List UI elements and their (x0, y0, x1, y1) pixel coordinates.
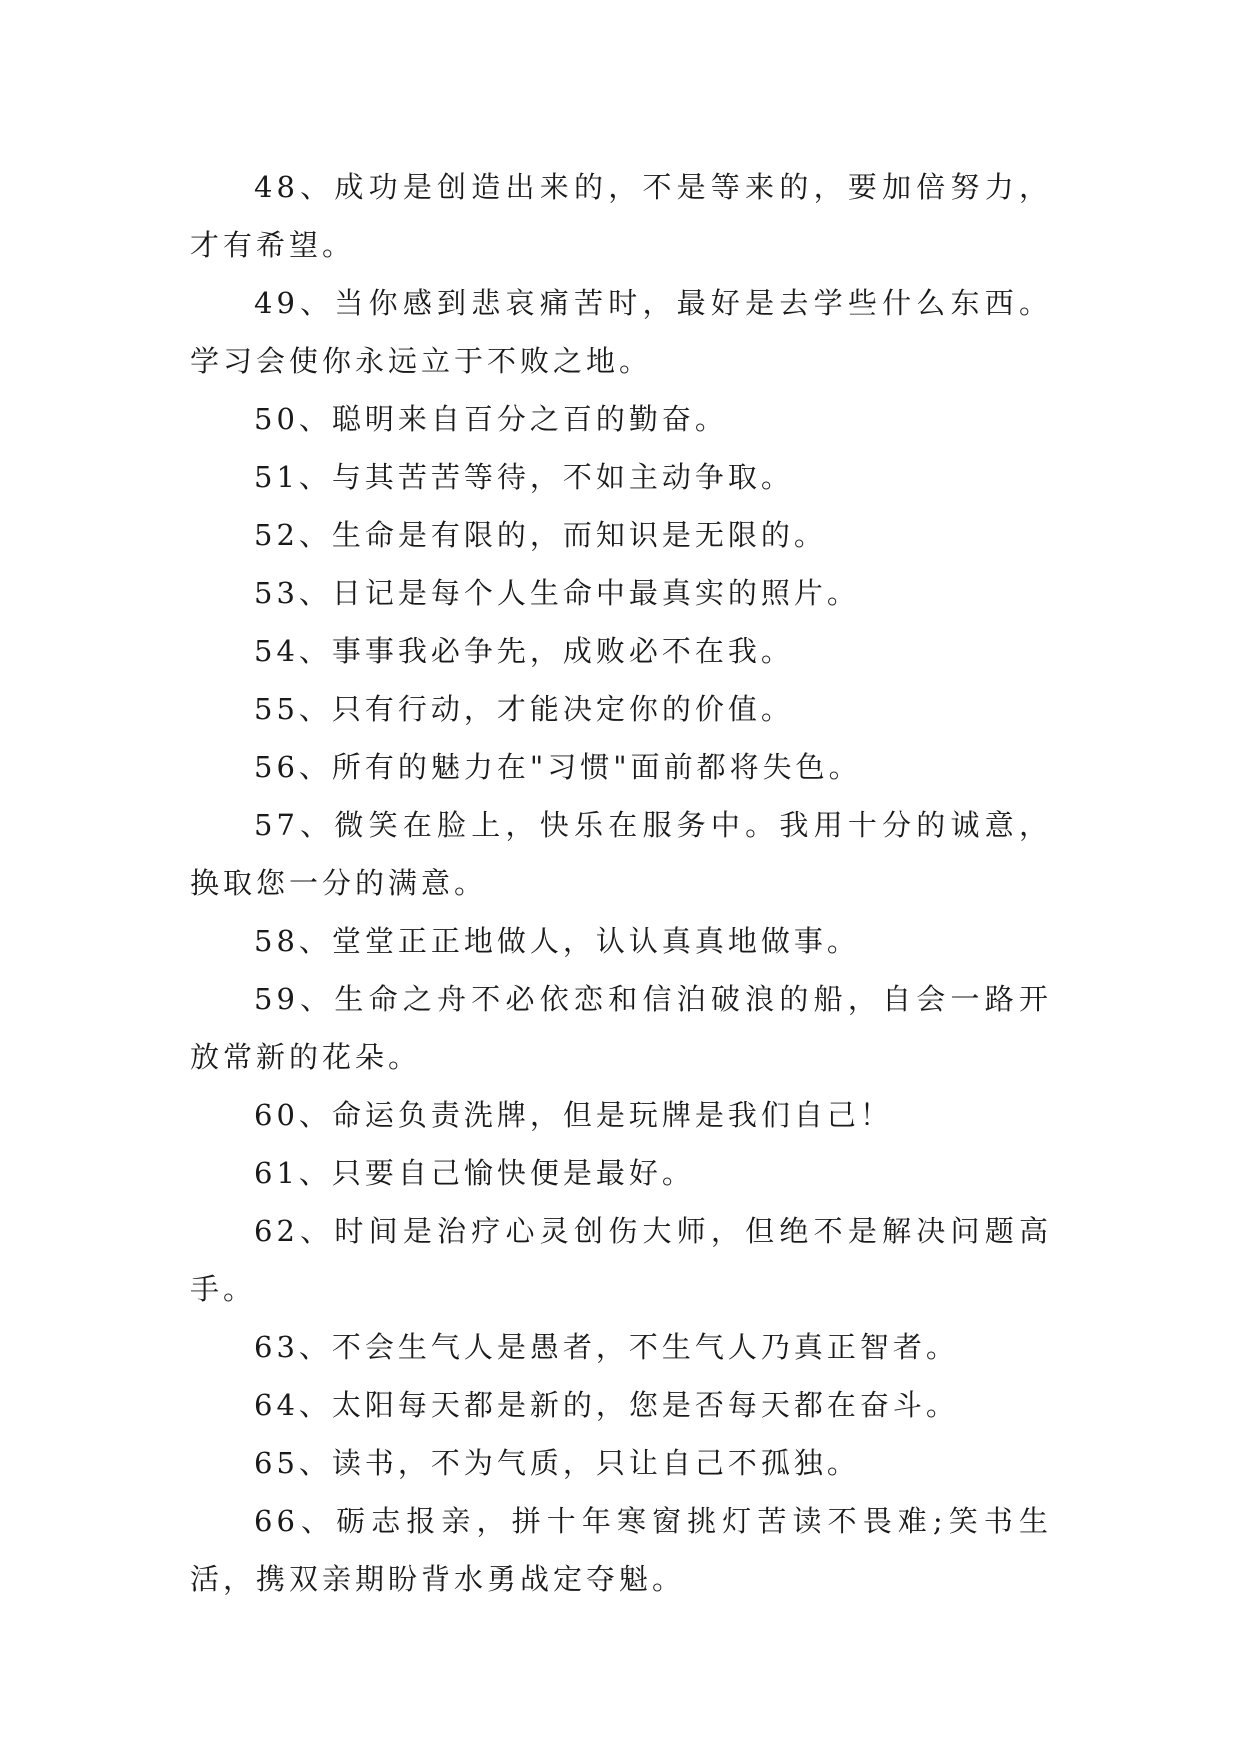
paragraph-64: 64、太阳每天都是新的，您是否每天都在奋斗。 (254, 1388, 959, 1422)
paragraph-56: 56、所有的魅力在"习惯"面前都将失色。 (254, 750, 862, 784)
paragraph-60: 60、命运负责洗牌，但是玩牌是我们自己！ (254, 1098, 893, 1132)
paragraph-50: 50、聪明来自百分之百的勤奋。 (254, 402, 728, 436)
paragraph-63: 63、不会生气人是愚者，不生气人乃真正智者。 (254, 1330, 959, 1364)
paragraph-57: 57、微笑在脸上，快乐在服务中。我用十分的诚意，换取您一分的满意。 (190, 808, 1052, 900)
paragraph-55: 55、只有行动，才能决定你的价值。 (254, 692, 794, 726)
paragraph-62: 62、时间是治疗心灵创伤大师，但绝不是解决问题高手。 (190, 1214, 1052, 1306)
paragraph-53: 53、日记是每个人生命中最真实的照片。 (254, 576, 860, 610)
paragraph-54: 54、事事我必争先，成败必不在我。 (254, 634, 794, 668)
paragraph-52: 52、生命是有限的，而知识是无限的。 (254, 518, 827, 552)
paragraph-61: 61、只要自己愉快便是最好。 (254, 1156, 695, 1190)
document-body (190, 158, 1052, 1608)
paragraph-65: 65、读书，不为气质，只让自己不孤独。 (254, 1446, 860, 1480)
paragraph-58: 58、堂堂正正地做人，认认真真地做事。 (254, 924, 860, 958)
paragraph-66: 66、砺志报亲，拼十年寒窗挑灯苦读不畏难;笑书生活，携双亲期盼背水勇战定夺魁。 (190, 1504, 1052, 1596)
paragraph-51: 51、与其苦苦等待，不如主动争取。 (254, 460, 794, 494)
paragraph-48: 48、成功是创造出来的，不是等来的，要加倍努力，才有希望。 (190, 170, 1052, 262)
paragraph-59: 59、生命之舟不必依恋和信泊破浪的船，自会一路开放常新的花朵。 (190, 982, 1052, 1074)
paragraph-49: 49、当你感到悲哀痛苦时，最好是去学些什么东西。学习会使你永远立于不败之地。 (190, 286, 1052, 378)
